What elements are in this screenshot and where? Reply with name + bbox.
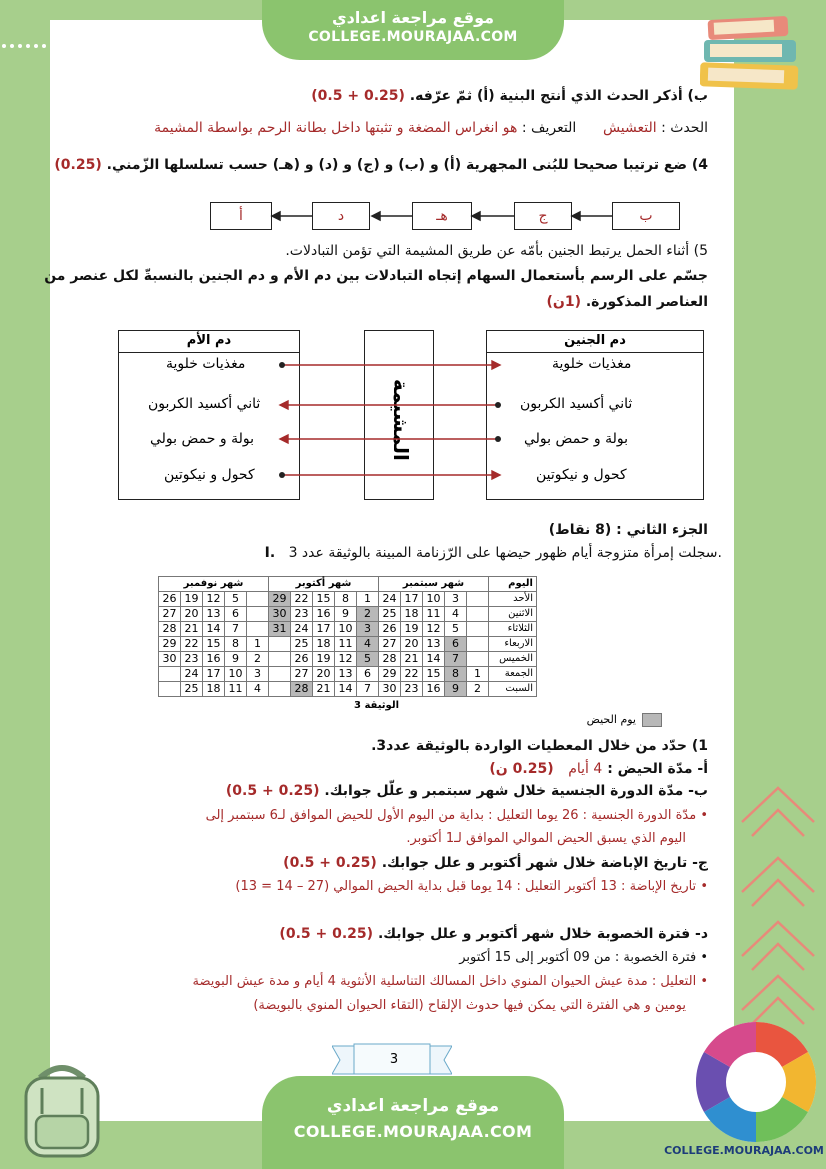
calendar-legend — [576, 712, 662, 728]
header-site-tab[interactable] — [262, 0, 564, 60]
calendar-cell: 9 — [225, 652, 247, 667]
event-label: الحدث : — [661, 120, 708, 136]
calendar-cell: 20 — [313, 667, 335, 682]
calendar-cell — [467, 607, 489, 622]
calendar-row — [159, 607, 537, 622]
calendar-cell: 23 — [181, 652, 203, 667]
calendar-cell: 5 — [357, 652, 379, 667]
calendar-cell: 22 — [291, 592, 313, 607]
calendar-row — [159, 622, 537, 637]
calendar-cell: 12 — [335, 652, 357, 667]
fetal-item: ثاني أكسيد الكربون — [520, 396, 633, 412]
calendar-cell: 2 — [467, 682, 489, 697]
calendar-cell: 19 — [401, 622, 423, 637]
calendar-cell: 1 — [247, 637, 269, 652]
calendar-cell: 11 — [335, 637, 357, 652]
q1: 1) حدّد من خلال المعطيات الواردة بالوثيقة عدد3. — [371, 738, 708, 754]
calendar-cell: 29 — [159, 637, 181, 652]
calendar-cell: 23 — [291, 607, 313, 622]
calendar-cell: 18 — [401, 607, 423, 622]
calendar-cell: 4 — [445, 607, 467, 622]
qa — [489, 761, 708, 777]
site-logo-icon — [694, 1020, 818, 1144]
calendar-cell: 22 — [181, 637, 203, 652]
fetal-item: كحول و نيكوتين — [536, 467, 627, 483]
qb-answer-1: • مدّة الدورة الجنسية : 26 يوما التعليل : بداية من اليوم الأول للحيض الموافق لـ6 سبتمبر إلى — [205, 808, 708, 823]
question-b-text: ب) أذكر الحدث الذي أنتج البنية (أ) ثمّ عرّفه. — [409, 88, 708, 104]
calendar-cell — [159, 667, 181, 682]
q5-points: (1ن) — [546, 294, 581, 310]
qc-points: (0.25 + 0.5) — [283, 855, 377, 871]
calendar-cell: 28 — [159, 622, 181, 637]
legend-swatch — [642, 713, 662, 727]
day-name: الجمعة — [489, 667, 537, 682]
day-name: الاثنين — [489, 607, 537, 622]
calendar-cell: 27 — [291, 667, 313, 682]
calendar-cell: 29 — [379, 667, 401, 682]
calendar-cell: 21 — [181, 622, 203, 637]
fetal-blood-header: دم الجنين — [487, 331, 703, 353]
calendar-cell: 14 — [423, 652, 445, 667]
backpack-icon — [10, 1058, 114, 1162]
answer-b — [154, 120, 708, 136]
qb-points: (0.25 + 0.5) — [225, 783, 320, 799]
calendar-row — [159, 652, 537, 667]
calendar-cell: 5 — [445, 622, 467, 637]
qb — [226, 783, 708, 799]
calendar-cell: 10 — [335, 622, 357, 637]
definition-answer: هو انغراس المضغة و تثبتها داخل بطانة الرحم بواسطة المشيمة — [154, 120, 518, 136]
calendar-cell: 13 — [203, 607, 225, 622]
calendar-caption: الوثيقة 3 — [354, 700, 400, 711]
calendar-cell: 3 — [445, 592, 467, 607]
logo-url[interactable]: COLLEGE.MOURAJAA.COM — [664, 1144, 824, 1157]
calendar-cell: 30 — [269, 607, 291, 622]
calendar-cell: 11 — [225, 682, 247, 697]
site-url[interactable]: COLLEGE.MOURAJAA.COM — [308, 29, 518, 45]
order-box: ج — [514, 202, 572, 230]
calendar-cell — [467, 637, 489, 652]
calendar-cell — [269, 682, 291, 697]
calendar-cell — [467, 652, 489, 667]
calendar-cell: 2 — [247, 652, 269, 667]
calendar-cell: 15 — [423, 667, 445, 682]
calendar-cell: 20 — [401, 637, 423, 652]
footer-site-url[interactable]: COLLEGE.MOURAJAA.COM — [293, 1122, 533, 1141]
calendar-cell: 15 — [313, 592, 335, 607]
calendar-cell: 4 — [357, 637, 379, 652]
calendar-cell: 9 — [335, 607, 357, 622]
qd-answer-3: يومين و هي الفترة التي يمكن فيها حدوث الإلقاح (التقاء الحيوان المنوي بالبويضة) — [253, 998, 686, 1013]
legend-label: يوم الحيض — [586, 713, 636, 726]
footer-site-name: موقع مراجعة اعدادي — [326, 1096, 500, 1116]
calendar-cell: 11 — [423, 607, 445, 622]
part2-intro — [265, 545, 722, 561]
calendar-cell: 13 — [335, 667, 357, 682]
order-box: أ — [210, 202, 272, 230]
calendar-cell: 26 — [379, 622, 401, 637]
qd-answer-1-text: فترة الخصوبة : من 09 أكتوبر إلى 15 أكتوبر — [459, 950, 697, 965]
books-icon — [700, 14, 810, 94]
q5-line1: 5) أثناء الحمل يرتبط الجنين بأمّه عن طريق المشيمة التي تؤمن التبادلات. — [285, 243, 708, 259]
question-4-text: 4) ضع ترتيبا صحيحا للبُنى المجهرية (أ) و (ب) و (ج) و (د) و (هـ) حسب تسلسلها الزّمني. — [106, 157, 708, 173]
calendar-cell: 9 — [445, 682, 467, 697]
chevron-up-icon — [738, 780, 818, 842]
calendar-cell: 7 — [225, 622, 247, 637]
qd-points: (0.25 + 0.5) — [279, 926, 374, 942]
day-header: اليوم — [489, 577, 537, 592]
calendar-cell: 8 — [335, 592, 357, 607]
order-box: ب — [612, 202, 680, 230]
calendar-cell: 10 — [423, 592, 445, 607]
calendar-cell: 30 — [159, 652, 181, 667]
calendar-cell: 28 — [291, 682, 313, 697]
fetal-item: مغذيات خلوية — [552, 356, 632, 372]
calendar-row — [159, 667, 537, 682]
calendar-cell: 27 — [379, 637, 401, 652]
calendar-row — [159, 637, 537, 652]
part2-title: الجزء الثاني : (8 نقاط) — [548, 522, 708, 538]
maternal-item: كحول و نيكوتين — [164, 467, 255, 483]
calendar-cell: 6 — [445, 637, 467, 652]
qc-answer-text: تاريخ الإباضة : 13 أكتوبر التعليل : 14 يوما قبل بداية الحيض الموالي (27 – 14 = 13) — [235, 879, 697, 894]
dots-decoration — [0, 40, 48, 52]
q5-line2: جسّم على الرسم بأستعمال السهام إتجاه التبادلات بين دم الأم و دم الجنين بالنسبةّ لكل عنصر من — [44, 268, 708, 284]
question-4 — [54, 157, 708, 173]
definition-label: التعريف : — [521, 120, 577, 136]
calendar-cell: 18 — [203, 682, 225, 697]
qb-text: ب- مدّة الدورة الجنسية خلال شهر سبتمبر و علّل جوابك. — [324, 783, 708, 799]
calendar-cell: 27 — [159, 607, 181, 622]
calendar-cell — [247, 592, 269, 607]
calendar-cell: 15 — [203, 637, 225, 652]
calendar-cell: 17 — [401, 592, 423, 607]
calendar-cell — [247, 607, 269, 622]
calendar-cell: 17 — [203, 667, 225, 682]
order-box: د — [312, 202, 370, 230]
qd-answer-2-text: التعليل : مدة عيش الحيوان المنوي داخل المسالك التناسلية الأنثوية 4 أيام و مدة عيش البويضة — [192, 974, 697, 989]
qc-answer: • تاريخ الإباضة : 13 أكتوبر التعليل : 14 يوما قبل بداية الحيض الموالي (27 – 14 = 13) — [235, 879, 708, 894]
calendar-cell: 20 — [181, 607, 203, 622]
placenta-label: المشيمة — [389, 379, 413, 461]
calendar-cell: 10 — [225, 667, 247, 682]
order-arrows — [270, 208, 616, 224]
calendar-cell: 4 — [247, 682, 269, 697]
calendar-cell — [467, 622, 489, 637]
calendar-cell: 25 — [379, 607, 401, 622]
day-name: الثلاثاء — [489, 622, 537, 637]
calendar-cell: 21 — [313, 682, 335, 697]
qd-text: د- فترة الخصوبة خلال شهر أكتوبر و علل جوابك. — [377, 926, 708, 942]
exchange-arrows — [270, 355, 510, 485]
calendar-cell: 8 — [445, 667, 467, 682]
calendar-cell: 17 — [313, 622, 335, 637]
calendar-cell: 26 — [159, 592, 181, 607]
month-header-october: شهر أكتوبر — [269, 577, 379, 592]
calendar-cell: 23 — [401, 682, 423, 697]
calendar-cell: 2 — [357, 607, 379, 622]
q5-line3 — [546, 294, 708, 310]
maternal-item: بولة و حمض بولي — [150, 431, 254, 447]
chevron-up-icon — [738, 914, 818, 976]
calendar-cell: 1 — [357, 592, 379, 607]
qb-answer-2: اليوم الذي يسبق الحيض الموالي الموافق لـ1 أكتوبر. — [406, 831, 686, 846]
maternal-item: ثاني أكسيد الكربون — [148, 396, 261, 412]
calendar-cell: 24 — [291, 622, 313, 637]
calendar-cell: 31 — [269, 622, 291, 637]
maternal-item: مغذيات خلوية — [166, 356, 246, 372]
qd-answer-1: • فترة الخصوبة : من 09 أكتوبر إلى 15 أكتوبر — [459, 950, 708, 965]
qb-answer-1-text: مدّة الدورة الجنسية : 26 يوما التعليل : بداية من اليوم الأول للحيض الموافق لـ6 سبتمبر إلى — [205, 808, 697, 823]
calendar-cell: 26 — [291, 652, 313, 667]
order-box: هـ — [412, 202, 472, 230]
calendar-cell: 1 — [467, 667, 489, 682]
day-name: السبت — [489, 682, 537, 697]
qa-text: أ- مدّة الحيض : — [607, 761, 708, 777]
calendar-cell: 22 — [401, 667, 423, 682]
calendar-cell: 3 — [357, 622, 379, 637]
calendar-cell: 12 — [203, 592, 225, 607]
calendar-cell: 6 — [357, 667, 379, 682]
calendar-cell: 29 — [269, 592, 291, 607]
qa-points: (0.25 ن) — [489, 761, 554, 777]
question-b-points: (0.25 + 0.5) — [311, 88, 405, 104]
calendar-cell: 3 — [247, 667, 269, 682]
qa-answer: 4 أيام — [568, 761, 603, 777]
calendar-cell — [269, 667, 291, 682]
calendar-cell: 25 — [181, 682, 203, 697]
intro-number: I. — [264, 545, 276, 561]
calendar-cell: 14 — [335, 682, 357, 697]
calendar-cell: 13 — [423, 637, 445, 652]
calendar-cell: 14 — [203, 622, 225, 637]
calendar-row — [159, 682, 537, 697]
calendar-cell: 12 — [423, 622, 445, 637]
maternal-blood-header: دم الأم — [119, 331, 299, 353]
calendar-cell — [247, 622, 269, 637]
day-name: الخميس — [489, 652, 537, 667]
calendar-cell — [159, 682, 181, 697]
question-b — [311, 88, 708, 104]
calendar-cell: 30 — [379, 682, 401, 697]
calendar-cell: 8 — [225, 637, 247, 652]
calendar-cell: 7 — [357, 682, 379, 697]
site-name: موقع مراجعة اعدادي — [331, 8, 495, 27]
question-4-points: (0.25) — [54, 157, 102, 173]
event-answer: التعشيش — [602, 120, 657, 136]
calendar-table — [158, 576, 537, 697]
footer-site-tab[interactable] — [262, 1076, 564, 1169]
qd-answer-2: • التعليل : مدة عيش الحيوان المنوي داخل المسالك التناسلية الأنثوية 4 أيام و مدة عيش البويضة — [192, 974, 708, 989]
calendar-cell: 7 — [445, 652, 467, 667]
calendar-cell: 28 — [379, 652, 401, 667]
calendar-cell: 16 — [203, 652, 225, 667]
intro-text: سجلت إمرأة متزوجة أيام ظهور حيضها على الرّزنامة المبينة بالوثيقة عدد 3. — [288, 545, 722, 561]
calendar-cell — [269, 652, 291, 667]
page-number: 3 — [389, 1052, 399, 1067]
qc-text: ج- تاريخ الإباضة خلال شهر أكتوبر و علل جوابك. — [381, 855, 708, 871]
calendar-cell: 19 — [313, 652, 335, 667]
calendar-cell: 21 — [401, 652, 423, 667]
chevron-up-icon — [738, 850, 818, 912]
calendar-cell: 24 — [181, 667, 203, 682]
calendar-cell: 19 — [181, 592, 203, 607]
calendar-row — [159, 592, 537, 607]
calendar-cell: 5 — [225, 592, 247, 607]
calendar-cell: 25 — [291, 637, 313, 652]
frame-left — [0, 0, 50, 1169]
calendar-grid — [158, 576, 537, 697]
day-name: الأحد — [489, 592, 537, 607]
calendar-cell — [269, 637, 291, 652]
month-header-november: شهر نوفمبر — [159, 577, 269, 592]
calendar-cell: 6 — [225, 607, 247, 622]
calendar-cell: 16 — [313, 607, 335, 622]
month-header-september: شهر سبتمبر — [379, 577, 489, 592]
day-name: الاربعاء — [489, 637, 537, 652]
fetal-item: بولة و حمض بولي — [524, 431, 628, 447]
calendar-cell: 16 — [423, 682, 445, 697]
calendar-cell: 24 — [379, 592, 401, 607]
qd — [279, 926, 708, 942]
qc — [283, 855, 708, 871]
calendar-cell: 18 — [313, 637, 335, 652]
q5-line3-text: العناصر المذكورة. — [585, 294, 708, 310]
calendar-cell — [467, 592, 489, 607]
